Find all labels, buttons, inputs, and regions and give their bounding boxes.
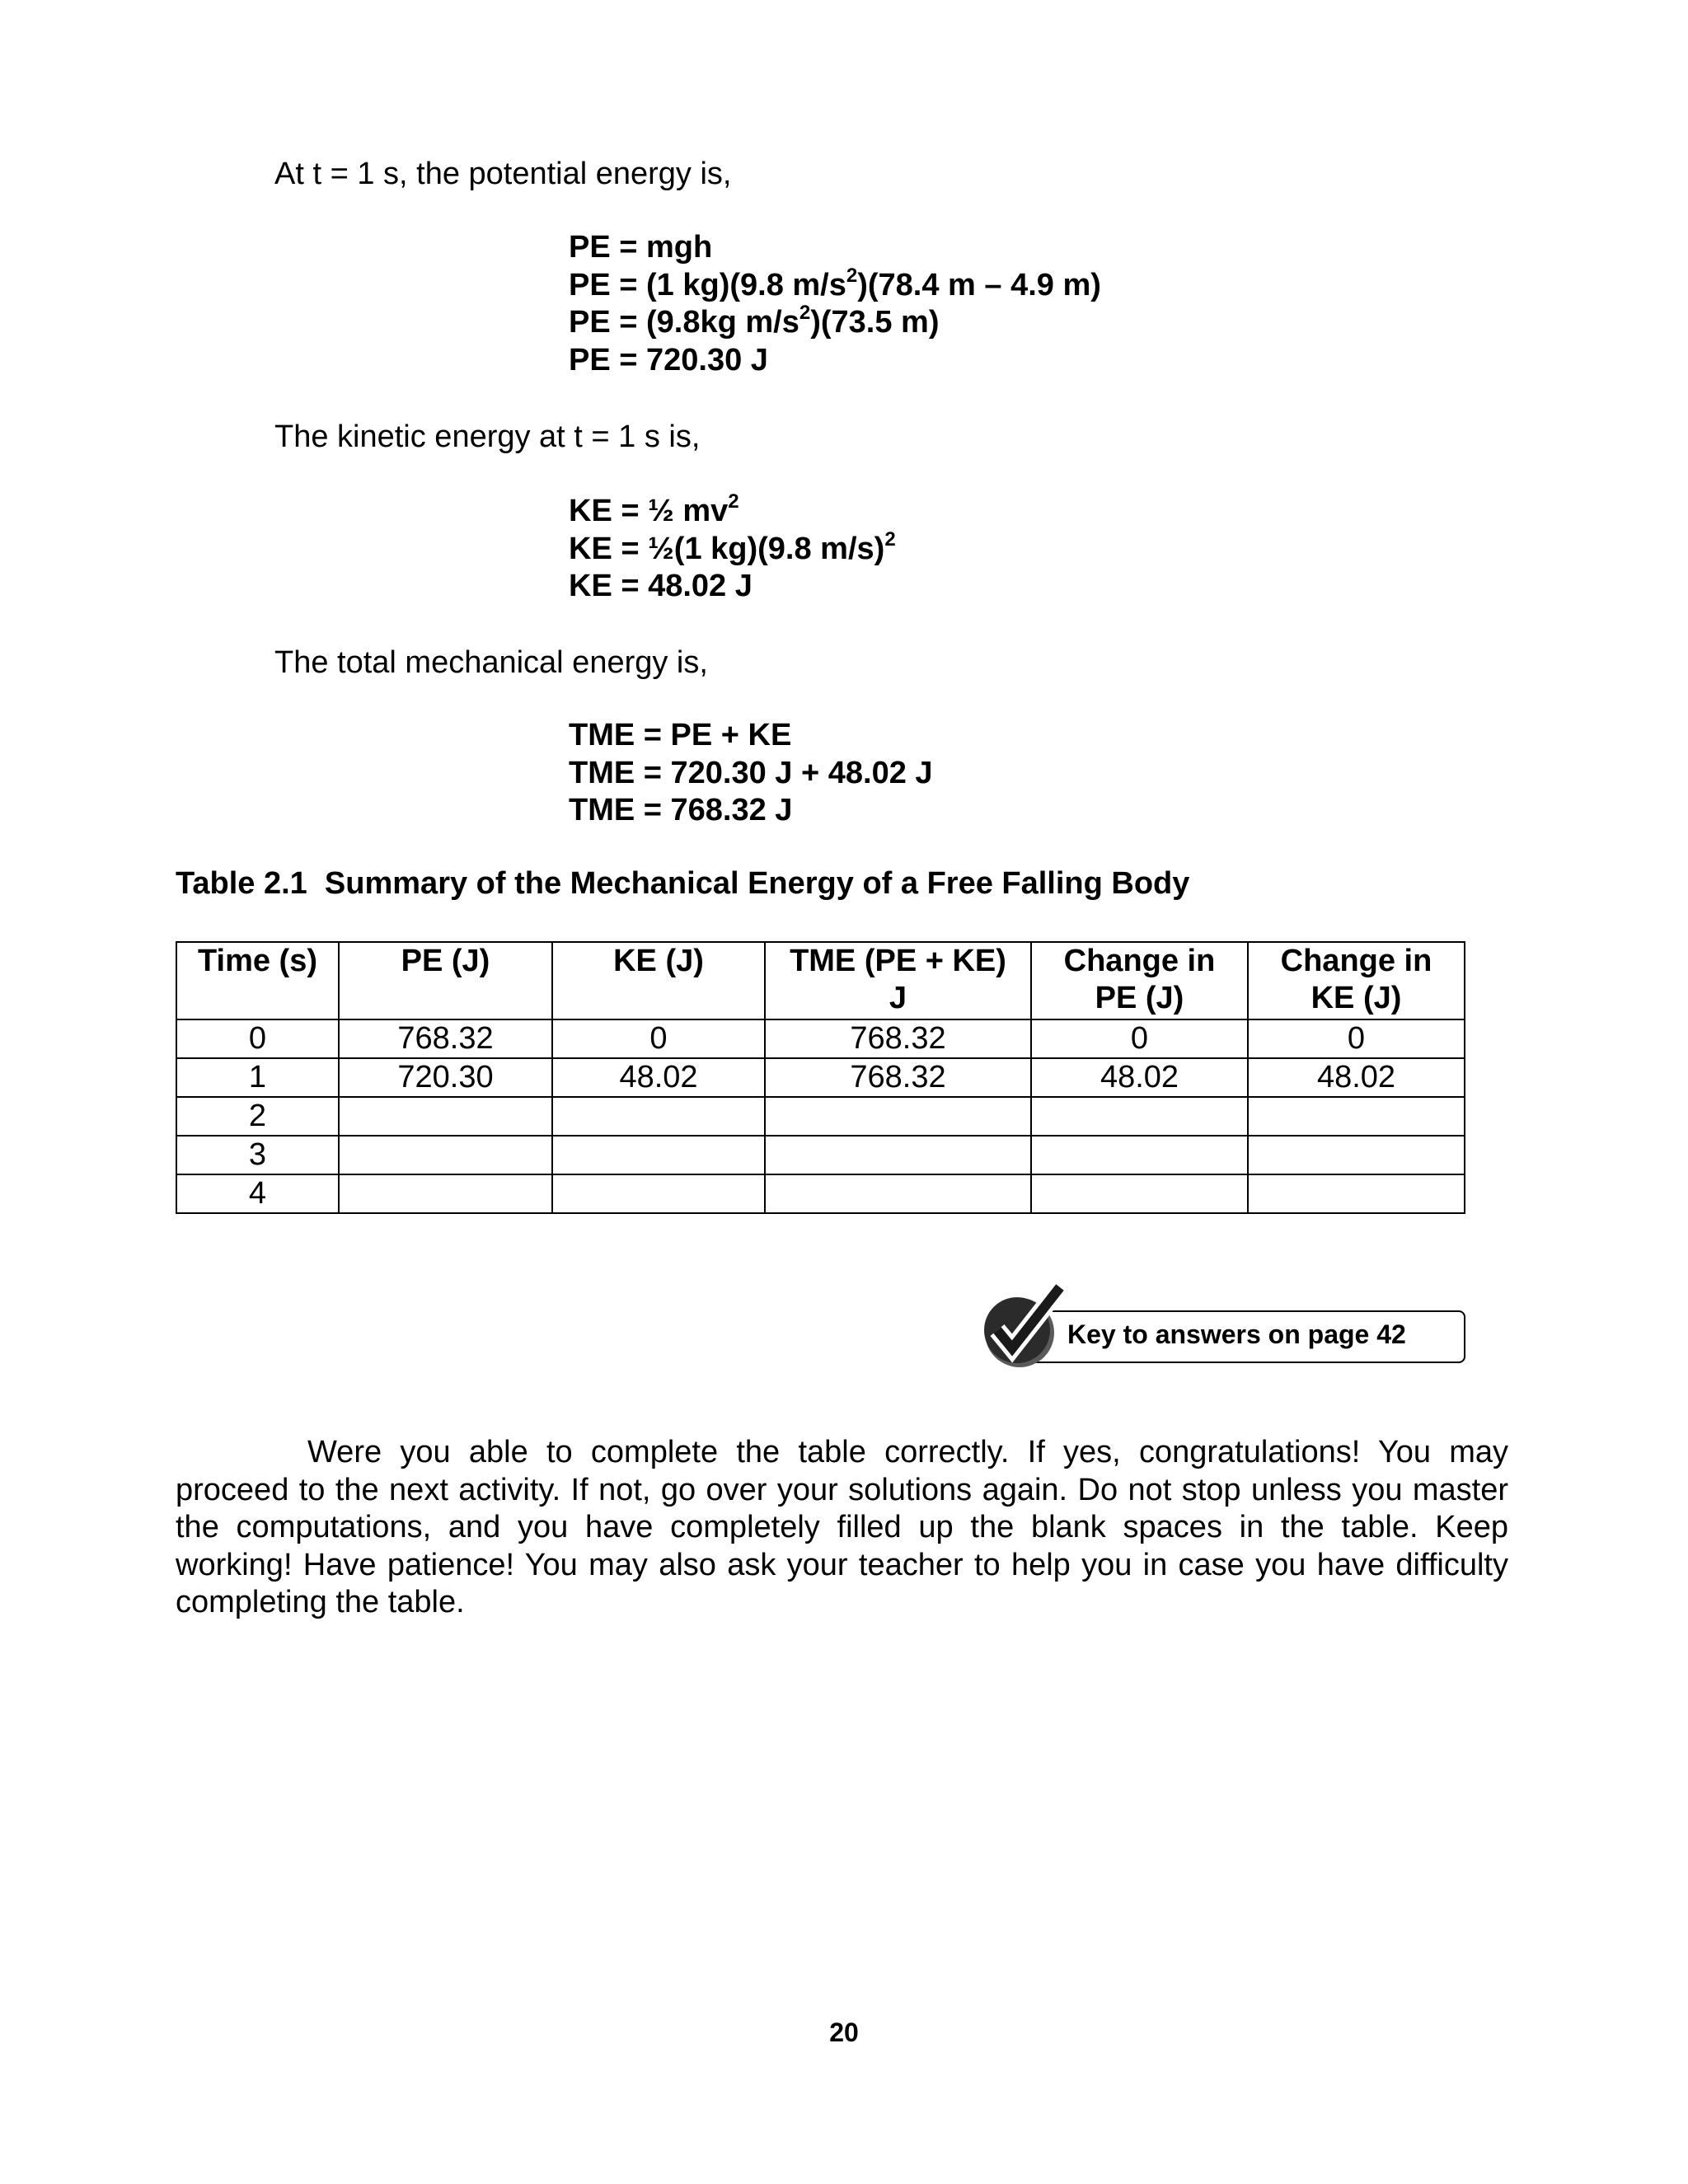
- table-caption: Table 2.1 Summary of the Mechanical Energy of a Free Falling Body: [176, 866, 1190, 901]
- table-cell: [1248, 1097, 1465, 1136]
- tme-equation-line: TME = PE + KE: [569, 718, 792, 752]
- table-cell: 768.32: [765, 1019, 1031, 1058]
- answer-key-label: Key to answers on page 42: [1067, 1319, 1406, 1349]
- table-cell: [765, 1097, 1031, 1136]
- pe-equation-line: PE = (9.8kg $m/s^2)(73.5$ m): [569, 302, 940, 340]
- column-header: PE (J): [339, 942, 552, 1019]
- table-cell: [1248, 1174, 1465, 1213]
- tme-equation-line: TME = 720.30 J + 48.02 J: [569, 755, 933, 790]
- table-cell: [1031, 1136, 1248, 1174]
- tme-intro: The total mechanical energy is,: [274, 645, 708, 680]
- table-row: [176, 1097, 1465, 1136]
- pe-equation-line: PE = (1 kg)(9.8 $m/s^2)(78.4$ m – 4.9 m): [569, 264, 1101, 302]
- table-cell: 720.30: [339, 1058, 552, 1097]
- column-header: Time (s): [176, 942, 339, 1019]
- column-header: Change in PE (J): [1031, 942, 1248, 1019]
- ke-equation-line: KE = 48.02 J: [569, 569, 753, 603]
- ke-intro: The kinetic energy at t = 1 s is,: [274, 419, 701, 454]
- column-header: Change in KE (J): [1248, 942, 1465, 1019]
- table-cell: [339, 1136, 552, 1174]
- energy-summary-table: [176, 941, 1465, 1214]
- pe-equation-line: PE = 720.30 J: [569, 342, 768, 377]
- ke-equations: [569, 490, 896, 606]
- table-cell: [765, 1136, 1031, 1174]
- table-row: [176, 1058, 1465, 1097]
- table-row: [176, 1174, 1465, 1213]
- table-cell: 768.32: [765, 1058, 1031, 1097]
- pe-equation-line: PE = mgh: [569, 230, 713, 265]
- table-cell: 48.02: [1248, 1058, 1465, 1097]
- table-cell: [765, 1174, 1031, 1213]
- table-cell: [1031, 1174, 1248, 1213]
- table-cell: [552, 1174, 765, 1213]
- table-cell: 0: [176, 1019, 339, 1058]
- checkmark-icon: [981, 1279, 1071, 1371]
- table-cell: 4: [176, 1174, 339, 1213]
- table-cell: [1248, 1136, 1465, 1174]
- table-header-row: [176, 942, 1465, 1019]
- table-cell: [552, 1097, 765, 1136]
- pe-equations: [569, 229, 1101, 379]
- table-cell: 1: [176, 1058, 339, 1097]
- table-cell: 48.02: [1031, 1058, 1248, 1097]
- table-cell: 3: [176, 1136, 339, 1174]
- table-cell: [339, 1097, 552, 1136]
- table-cell: [1031, 1097, 1248, 1136]
- tme-equation-line: TME = 768.32 J: [569, 793, 793, 827]
- table-row: [176, 1019, 1465, 1058]
- table-row: [176, 1136, 1465, 1174]
- tme-equations: [569, 717, 933, 830]
- table-cell: 0: [1248, 1019, 1465, 1058]
- answer-key-badge: [981, 1279, 1475, 1371]
- pe-intro: At t = 1 s, the potential energy is,: [274, 157, 732, 191]
- closing-paragraph: Were you able to complete the table correctly. If yes, congratulations! You may proceed to the next activity. If not, go over your solutions again. Do not stop unless you master the computations, and you have completely filled up the blank spaces in the table. Keep working! Have patience! You may also ask your teacher to help you in case you have difficulty completing the table.: [176, 1435, 1508, 1619]
- table-cell: 0: [1031, 1019, 1248, 1058]
- table-cell: [339, 1174, 552, 1213]
- table-cell: 2: [176, 1097, 339, 1136]
- table-cell: 0: [552, 1019, 765, 1058]
- column-header: TME (PE + KE) J: [765, 942, 1031, 1019]
- table-cell: 48.02: [552, 1058, 765, 1097]
- table-cell: 768.32: [339, 1019, 552, 1058]
- column-header: KE (J): [552, 942, 765, 1019]
- ke-equation-line: KE = ½(1 kg)(9.8 m/s)$^2$: [569, 527, 896, 566]
- ke-equation-line: KE = ½ $mv^2$: [569, 490, 739, 528]
- page-number: 20: [829, 2018, 859, 2047]
- table-cell: [552, 1136, 765, 1174]
